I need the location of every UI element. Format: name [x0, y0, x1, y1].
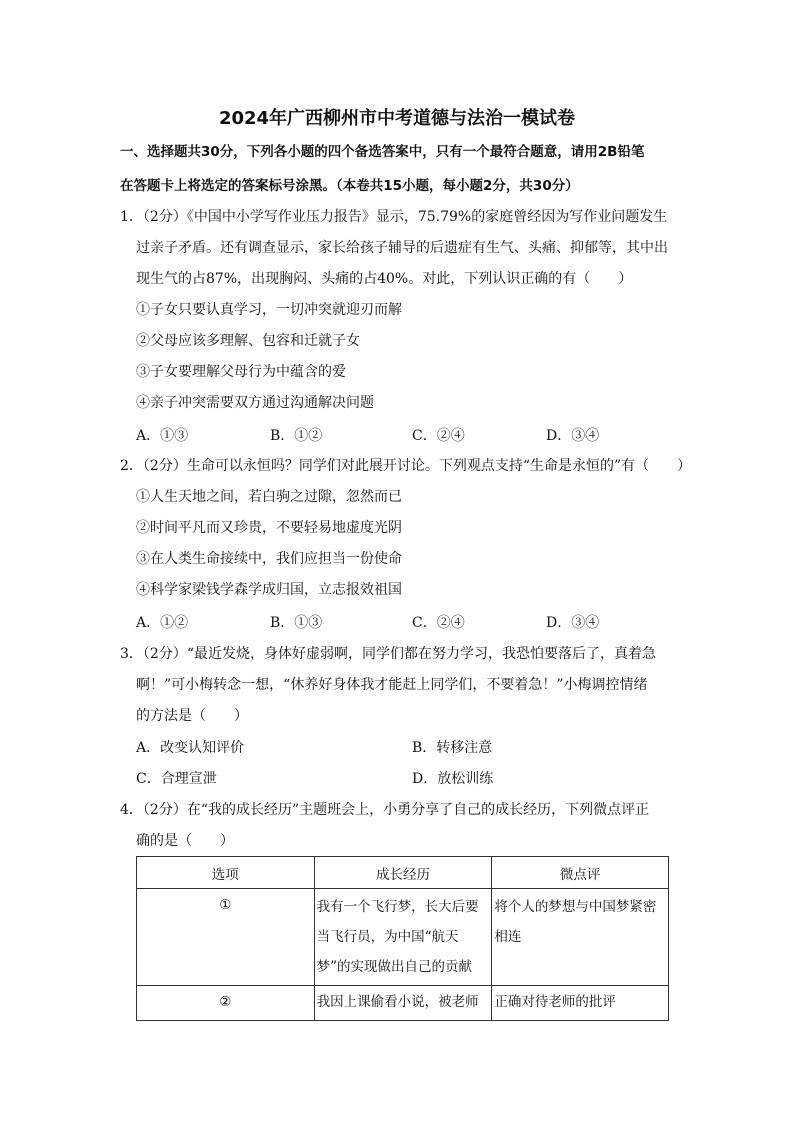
question-1-item: ②父母应该多理解、包容和迁就子女 — [136, 333, 360, 349]
table-cell-experience-text: 我因上课偷看小说，被老师 — [316, 994, 479, 1010]
question-1-option-c: C．②④ — [412, 428, 465, 444]
table-cell-comment — [492, 986, 669, 1021]
question-1-stem-line-3: 现生气的占87%，出现胸闷、头痛的占40%。对此，下列认识正确的有（ ） — [136, 271, 633, 287]
question-1-stem-line-2: 过亲子矛盾。还有调查显示，家长给孩子辅导的后遗症有生气、头痛、抑郁等，其中出 — [136, 240, 668, 256]
question-3-stem-line-2: 啊！”可小梅转念一想，“休养好身体我才能赶上同学们，不要着急！”小梅调控情绪 — [136, 677, 648, 693]
table-cell-option: ② — [137, 986, 315, 1021]
table-cell-option: ① — [137, 889, 315, 986]
table-row — [137, 986, 669, 1021]
table-header-option: 选项 — [137, 857, 315, 889]
question-2-option-a: A．①② — [136, 615, 189, 631]
table-cell-experience — [314, 986, 492, 1021]
question-1-item: ①子女只要认真学习，一切冲突就迎刃而解 — [136, 302, 402, 318]
question-3-stem-line-1: 3．（2分）“最近发烧，身体好虚弱啊，同学们都在努力学习，我恐怕要落后了，真着急 — [120, 646, 656, 662]
question-3-option-b: B．转移注意 — [412, 740, 493, 756]
question-4-stem-line-2: 确的是（ ） — [136, 833, 234, 849]
page-title: 2024年广西柳州市中考道德与法治一模试卷 — [218, 108, 576, 129]
question-1-option-b: B．①② — [270, 428, 323, 444]
growth-experience-table — [136, 856, 669, 1021]
question-3-option-d: D．放松训练 — [412, 771, 494, 787]
table-cell-experience-text: 我有一个飞行梦，长大后要当飞行员，为中国“航天梦”的实现做出自己的贡献 — [316, 899, 479, 975]
table-header-experience: 成长经历 — [314, 857, 492, 889]
question-2-item: ②时间平凡而又珍贵，不要轻易地虚度光阴 — [136, 520, 402, 536]
question-2-option-c: C．②④ — [412, 615, 465, 631]
table-cell-experience — [314, 889, 492, 986]
question-2-item: ①人生天地之间，若白驹之过隙，忽然而已 — [136, 489, 402, 505]
table-cell-comment-text: 将个人的梦想与中国梦紧密相连 — [494, 899, 657, 945]
question-2-stem-line-1: 2．（2分）生命可以永恒吗？同学们对此展开讨论。下列观点支持“生命是永恒的”有（ ） — [120, 458, 692, 474]
question-2-option-b: B．①③ — [270, 615, 323, 631]
question-1-option-d: D．③④ — [546, 428, 600, 444]
table-cell-comment-text: 正确对待老师的批评 — [494, 994, 616, 1010]
table-header-row — [137, 857, 669, 889]
question-1-stem-line-1: 1．（2分）《中国中小学写作业压力报告》显示，75.79%的家庭曾经因为写作业问题发生 — [120, 209, 668, 225]
table-row — [137, 889, 669, 986]
question-4-stem-line-1: 4．（2分）在“我的成长经历”主题班会上，小勇分享了自己的成长经历，下列微点评正 — [120, 802, 650, 818]
question-2-item: ③在人类生命接续中，我们应担当一份使命 — [136, 551, 402, 567]
question-2-option-d: D．③④ — [546, 615, 600, 631]
section-instructions-line-1: 一、选择题共30分，下列各小题的四个备选答案中，只有一个最符合题意，请用2B铅笔 — [120, 144, 645, 160]
section-instructions-line-2: 在答题卡上将选定的答案标号涂黑。（本卷共15小题，每小题2分，共30分） — [120, 178, 579, 194]
question-1-item: ④亲子冲突需要双方通过沟通解决问题 — [136, 395, 374, 411]
question-3-option-a: A．改变认知评价 — [136, 740, 245, 756]
table-cell-comment — [492, 889, 669, 986]
question-1-option-a: A．①③ — [136, 428, 189, 444]
question-3-option-c: C．合理宣泄 — [136, 771, 217, 787]
question-2-item: ④科学家梁钱学森学成归国，立志报效祖国 — [136, 582, 402, 598]
question-1-item: ③子女要理解父母行为中蕴含的爱 — [136, 364, 346, 380]
table-header-comment: 微点评 — [492, 857, 669, 889]
question-3-stem-line-3: 的方法是（ ） — [136, 708, 248, 724]
